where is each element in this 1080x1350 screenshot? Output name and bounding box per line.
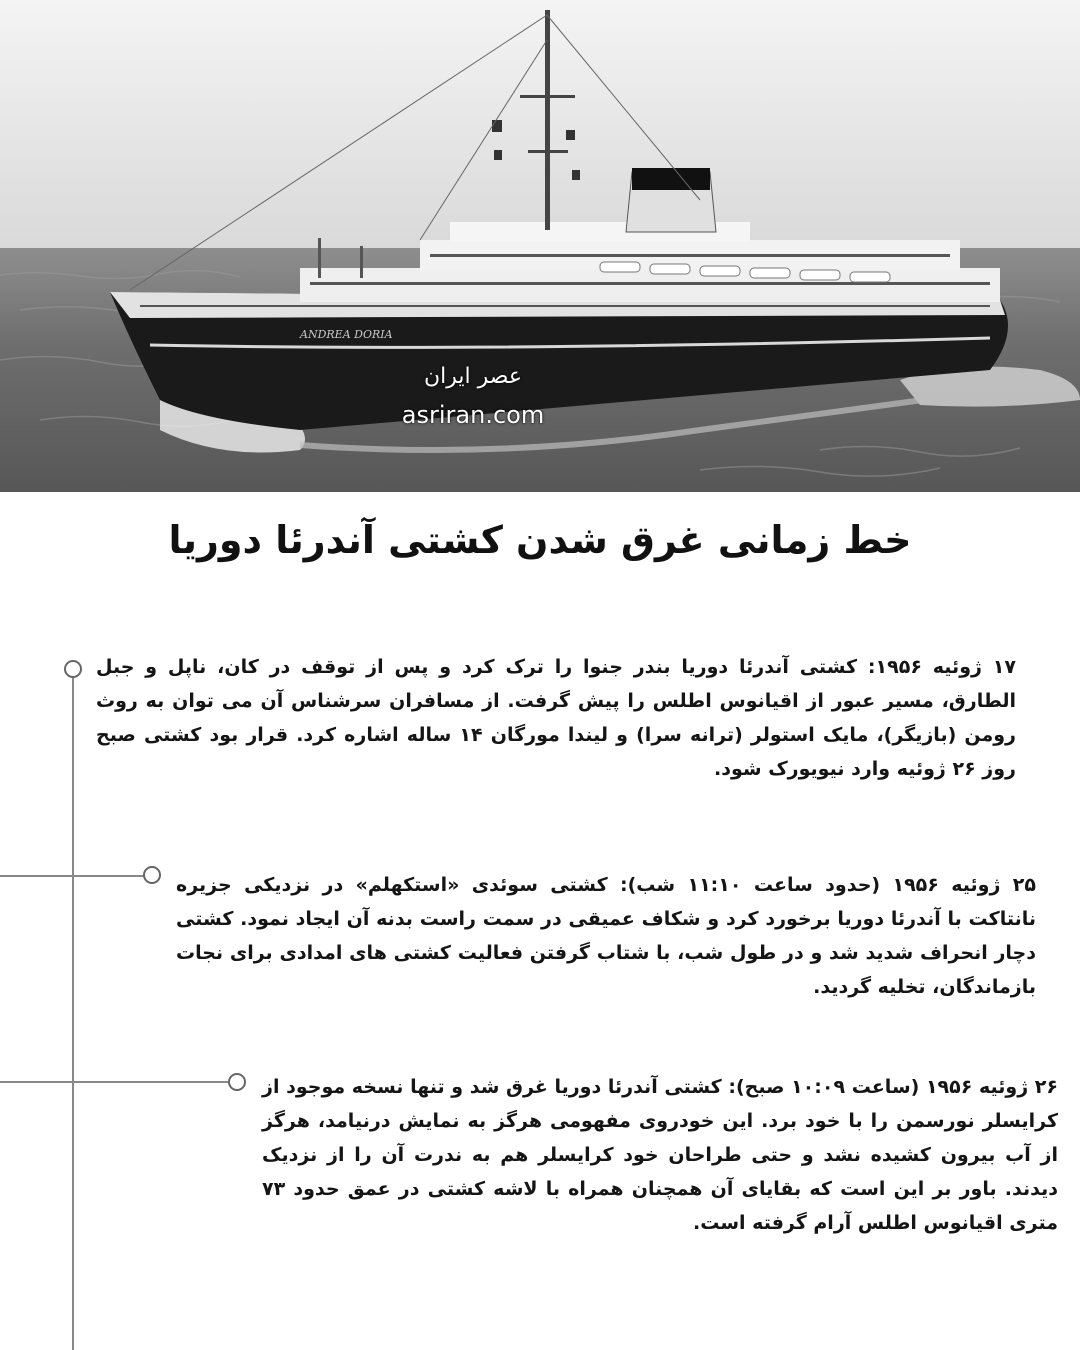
timeline-node-2 [143, 866, 161, 884]
timeline-vertical-line [72, 678, 74, 1350]
timeline-event-1: ۱۷ ژوئیه ۱۹۵۶: کشتی آندرئا دوریا بندر جنوا را ترک کرد و پس از توقف در کان، ناپل و جبل الطارق، مسیر عبور از اقیانوس اطلس را پیش گرفت. از مسافران سرشناس آن می توان به روث رومن (بازیگر)، مایک استولر (ترانه سرا) و لیندا مورگان ۱۴ ساله اشاره کرد. قرار بود کشتی صبح روز ۲۶ ژوئیه وارد نیویورک شود. [96, 656, 1016, 780]
page-title: خط زمانی غرق شدن کشتی آندرئا دوریا [168, 518, 912, 562]
watermark-persian: عصر ایران [424, 364, 522, 389]
timeline-branch-line-2 [0, 875, 145, 877]
ship-photo [0, 0, 1080, 492]
timeline-branch-line-3 [0, 1081, 228, 1083]
watermark-url: asriran.com [401, 401, 545, 429]
timeline-node-3 [228, 1073, 246, 1091]
timeline-node-1 [64, 660, 82, 678]
ship-name-label: ANDREA DORIA [300, 328, 393, 341]
timeline-event-2: ۲۵ ژوئیه ۱۹۵۶ (حدود ساعت ۱۱:۱۰ شب): کشتی سوئدی «استکهلم» در نزدیکی جزیره نانتاکت با آندرئا دوریا برخورد کرد و شکاف عمیقی در سمت راست بدنه آن ایجاد نمود. کشتی دچار انحراف شدید شد و در طول شب، با شتاب گرفتن فعالیت کشتی های امدادی برای نجات بازماندگان، تخلیه گردید. [176, 874, 1036, 998]
timeline-event-3: ۲۶ ژوئیه ۱۹۵۶ (ساعت ۱۰:۰۹ صبح): کشتی آندرئا دوریا غرق شد و تنها نسخه موجود از کرایسلر نورسمن را با خود برد. این خودروی مفهومی هرگز به نمایش درنیامد، هرگز از آب بیرون کشیده نشد و حتی طراحان خود کرایسلر هم به ندرت آن را از نزدیک دیدند. باور بر این است که بقایای آن همچنان همراه با لاشه کشتی در عمق حدود ۷۳ متری اقیانوس اطلس آرام گرفته است. [262, 1076, 1058, 1234]
